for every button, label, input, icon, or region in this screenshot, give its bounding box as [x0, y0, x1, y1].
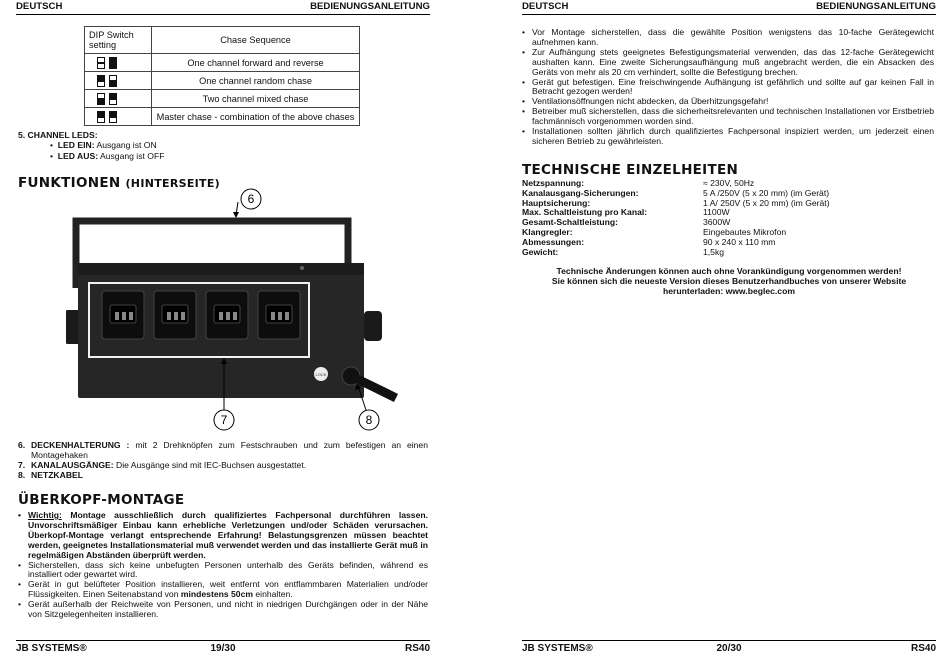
dip-switch-table — [84, 26, 360, 126]
list-item: • Gerät gut befestigen. Eine freischwingende Aufhängung ist gefährlich und sollte auf gar keinen Fall in Betracht gezogen werden! — [522, 78, 934, 98]
list-item: • Vor Montage sicherstellen, dass die gewählte Position wenigstens das 10-fache Gerätegewicht aufnehmen kann. — [522, 28, 934, 48]
spec-value: 5 A /250V (5 x 20 mm) (im Gerät) — [703, 187, 830, 198]
ueberkopf-heading: ÜBERKOPF-MONTAGE — [18, 492, 185, 508]
dip-header — [85, 27, 152, 54]
list-item — [18, 580, 428, 600]
lock-label: LOCK — [315, 372, 327, 377]
notice-line: Sie können sich die neueste Version dieses Benutzerhandbuches von unserer Website — [551, 276, 907, 287]
list-item: • Betreiber muß sicherstellen, dass die sicherheitsrelevanten und technischen Installationen vor Erstbetrieb fachmännisch vorgenommen worden sind. — [522, 107, 934, 127]
list-item: • Zur Aufhängung stets geeignetes Befestigungsmaterial verwenden, das das 12-fache Gerätegewicht aushalten kann. Eine zweite Sicherungsaufhängung muß angebracht werden, die ein Absacken des Geräts von mehr als 20 cm verhindert, sollte die Befestigung brechen. — [522, 48, 934, 78]
item-number: 8. — [18, 470, 26, 480]
list-item — [18, 440, 428, 460]
header-title: BEDIENUNGSANLEITUNG — [310, 1, 430, 12]
item-desc: Die Ausgänge sind mit IEC-Buchsen ausgestattet. — [113, 460, 307, 470]
item-text — [31, 460, 306, 470]
bullet3-part-b: mindestens 50cm — [180, 589, 253, 600]
chase-header: Chase Sequence — [152, 27, 360, 54]
spec-value: ≈ 230V, 50Hz — [703, 178, 755, 188]
list-item: • Installationen sollten jährlich durch qualifiziertes Fachpersonal inspiziert werden, um jederzeit einen sicheren Betrieb zu gewährleisten. — [522, 127, 934, 147]
callout-6-label: 6 — [247, 192, 255, 206]
spec-key: Abmessungen: — [522, 236, 585, 247]
list-item: • Sicherstellen, dass sich keine unbefugten Personen unterhalb des Geräts befinden, während es installiert oder gewartet wird. — [18, 561, 428, 581]
led-on-label: LED EIN: — [57, 140, 95, 150]
item-label: DECKENHALTERUNG : — [31, 440, 130, 450]
header-title: BEDIENUNGSANLEITUNG — [816, 1, 936, 12]
table-row — [85, 72, 360, 90]
bullet3-part-c: einhalten. — [253, 589, 293, 600]
spec-key: Hauptsicherung: — [522, 197, 591, 208]
spec-value: 1,5kg — [703, 246, 725, 257]
footer-brand: JB SYSTEMS® — [16, 643, 87, 654]
warning-text: Montage ausschließlich durch qualifiziertes Fachpersonal durchführen lassen. Unvorschriftsmäßiger Einbau kann erhebliche Verletzungen und/oder Schäden verursachen. Überkopf-Montage verlangt entsprechende Erfahrung! Belastungsgrenzen müssen beachtet werden, geeignetes Installationsmaterial muß verwendet werden und das installierte Gerät muß in regelmäßigen Abständen überprüft werden. — [28, 510, 428, 560]
list-item: • Ventilationsöffnungen nicht abdecken, da Überhitzungsgefahr! — [522, 97, 934, 107]
channel-leds-heading: 5. CHANNEL LEDS: — [18, 130, 98, 140]
led-on-text: Ausgang ist ON — [94, 140, 157, 150]
led-off-text: Ausgang ist OFF — [98, 151, 165, 161]
dip-header-line1: DIP Switch — [89, 30, 134, 40]
spec-value: 3600W — [703, 217, 731, 228]
spec-table — [522, 179, 936, 257]
ueberkopf-list — [18, 511, 428, 620]
dip-switch-icon — [85, 90, 152, 108]
callout-7-label: 7 — [220, 413, 228, 427]
rear-panel-photo — [66, 188, 406, 433]
safety-list — [522, 28, 934, 147]
chase-cell: One channel random chase — [152, 72, 360, 90]
revision-notice — [522, 266, 936, 297]
warning-label: Wichtig: — [28, 510, 62, 520]
spec-value: 1100W — [703, 207, 730, 218]
footer-model: RS40 — [404, 643, 430, 654]
item-text — [31, 470, 83, 480]
spec-key: Gesamt-Schaltleistung: — [522, 217, 618, 228]
chase-cell: Two channel mixed chase — [152, 90, 360, 108]
notice-line: Technische Änderungen können auch ohne Vorankündigung vorgenommen werden! — [556, 266, 902, 276]
spec-value: 90 x 240 x 110 mm — [703, 236, 776, 247]
spec-key: Netzspannung: — [522, 178, 585, 188]
item-label: KANALAUSGÄNGE: — [31, 460, 114, 470]
header-language: DEUTSCH — [522, 1, 569, 12]
spec-key: Gewicht: — [522, 246, 559, 257]
table-row — [522, 238, 936, 248]
list-item — [18, 460, 428, 470]
footer-page-number: 19/30 — [210, 643, 236, 654]
page-left — [16, 0, 430, 654]
page-header — [522, 1, 936, 15]
funktionen-title: FUNKTIONEN — [18, 175, 121, 191]
table-row — [522, 248, 936, 258]
footer-model: RS40 — [910, 643, 936, 654]
list-item — [18, 511, 428, 561]
page-footer — [16, 640, 430, 654]
list-item — [18, 470, 428, 480]
page-header — [16, 1, 430, 15]
led-off-line: • LED AUS: Ausgang ist OFF — [50, 151, 165, 161]
right-knob — [364, 311, 382, 341]
callout-8-label: 8 — [365, 413, 373, 427]
led-on-line: • LED EIN: Ausgang ist ON — [50, 140, 157, 150]
table-row — [85, 90, 360, 108]
item-label: NETZKABEL — [31, 470, 84, 480]
item-desc: mit 2 Drehknöpfen zum Festschrauben und zum befestigen an einen Montagehaken — [31, 440, 428, 460]
chase-cell: Master chase - combination of the above chases — [152, 108, 360, 126]
chase-cell: One channel forward and reverse — [152, 54, 360, 72]
dip-switch-icon — [85, 54, 152, 72]
table-row — [85, 108, 360, 126]
spec-key: Max. Schaltleistung pro Kanal: — [522, 207, 648, 218]
header-language: DEUTSCH — [16, 1, 63, 12]
item-number: 7. — [18, 460, 26, 470]
item-number: 6. — [18, 440, 26, 450]
item-text — [31, 440, 428, 460]
dip-header-line2: setting — [89, 40, 117, 50]
funktionen-subtitle: (HINTERSEITE) — [125, 177, 220, 190]
page-footer — [522, 640, 936, 654]
spec-value: Eingebautes Mikrofon — [703, 226, 787, 237]
bullet3-part-a: Gerät in gut belüfteter Position installieren, weit entfernt von entflammbaren Materialien und/oder Flüssigkeiten. Einen Seitenabstand von — [28, 579, 428, 600]
dip-switch-icon — [85, 108, 152, 126]
footer-brand: JB SYSTEMS® — [522, 643, 593, 654]
dip-switch-icon — [85, 72, 152, 90]
spec-key: Klangregler: — [522, 226, 573, 237]
tech-heading: TECHNISCHE EINZELHEITEN — [522, 162, 739, 178]
list-item: • Gerät außerhalb der Reichweite von Personen, und nicht in niedrigen Durchgängen oder in der Nähe von Sitzgelegenheiten installieren. — [18, 600, 428, 620]
spec-value: 1 A/ 250V (5 x 20 mm) (im Gerät) — [703, 197, 830, 208]
led-off-label: LED AUS: — [57, 151, 99, 161]
footer-page-number: 20/30 — [716, 643, 742, 654]
rear-items-list — [18, 440, 428, 480]
page-right — [522, 0, 936, 654]
spec-key: Kanalausgang-Sicherungen: — [522, 187, 639, 198]
notice-line: herunterladen: www.beglec.com — [663, 286, 795, 297]
table-header-row — [85, 27, 360, 54]
channel-leds-section — [18, 130, 164, 162]
table-row — [85, 54, 360, 72]
